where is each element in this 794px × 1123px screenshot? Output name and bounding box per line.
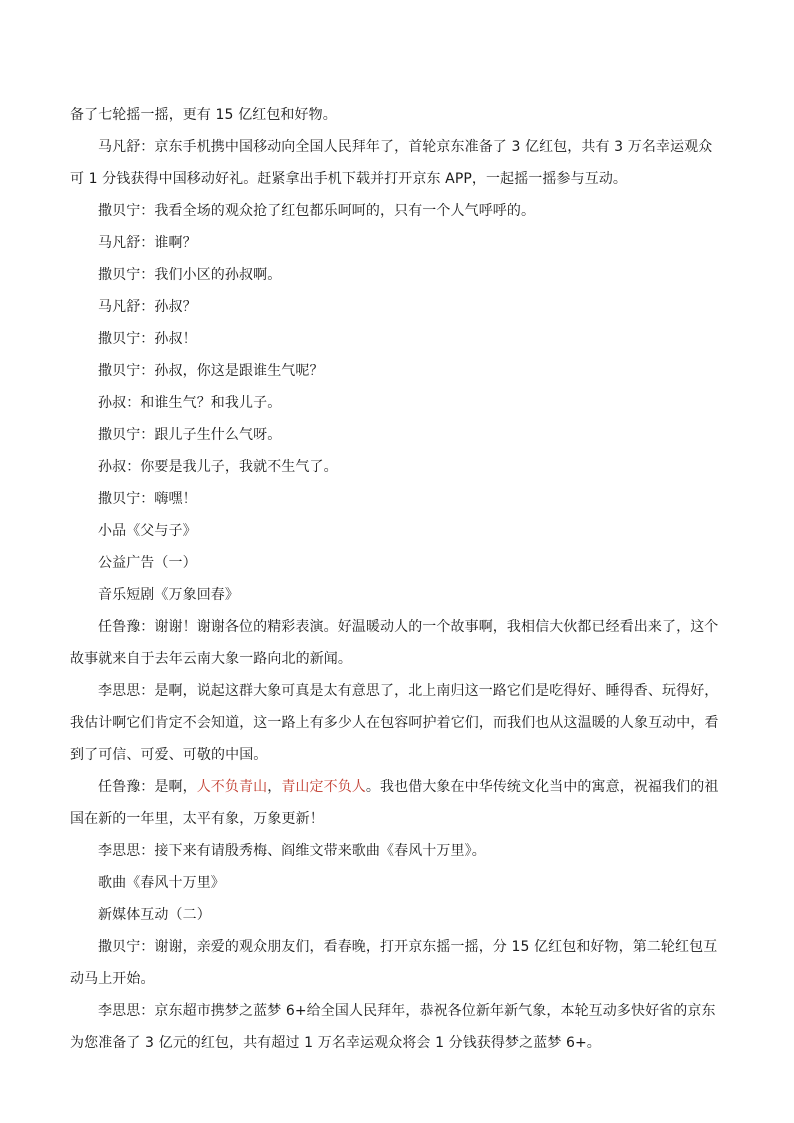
paragraph-text: 撒贝宁：我们小区的孙叔啊。: [98, 267, 282, 283]
paragraph-text: 备了七轮摇一摇，更有 15 亿红包和好物。: [70, 107, 337, 123]
paragraph-5: [70, 291, 722, 323]
paragraph-text: 李思思：京东超市携梦之蓝梦 6+给全国人民拜年，恭祝各位新年新气象，本轮互动多快好省的京东为您准备了 3 亿元的红包，共有超过 1 万名幸运观众将会 1 分钱获得梦之蓝梦 6+。: [70, 1003, 716, 1051]
paragraph-17: [70, 771, 722, 835]
paragraph-0: [70, 99, 722, 131]
paragraph-1: [70, 131, 722, 195]
paragraph-7: [70, 355, 722, 387]
paragraph-8: [70, 387, 722, 419]
paragraph-text: 任鲁豫：是啊，: [98, 779, 197, 795]
paragraph-6: [70, 323, 722, 355]
paragraph-text: 孙叔：和谁生气？和我儿子。: [98, 395, 282, 411]
paragraph-20: [70, 899, 722, 931]
paragraph-text: 公益广告（一）: [98, 555, 197, 571]
paragraph-text: 撒贝宁：我看全场的观众抢了红包都乐呵呵的，只有一个人气呼呼的。: [98, 203, 536, 219]
paragraph-16: [70, 675, 722, 771]
paragraph-text: 歌曲《春风十万里》: [98, 875, 225, 891]
highlighted-text: 青山定不负人: [281, 779, 366, 795]
paragraph-22: [70, 995, 722, 1059]
paragraph-14: [70, 579, 722, 611]
highlighted-text: 人不负青山: [196, 779, 268, 795]
paragraph-text: 李思思：是啊，说起这群大象可真是太有意思了，北上南归这一路它们是吃得好、睡得香、玩得好，我估计啊它们肯定不会知道，这一路上有多少人在包容呵护着它们，而我们也从这温暖的人象互动中，看到了可信、可爱、可敬的中国。: [70, 683, 719, 763]
paragraph-3: [70, 227, 722, 259]
paragraph-text: ，: [267, 779, 282, 795]
paragraph-4: [70, 259, 722, 291]
document-body: [70, 99, 722, 1059]
paragraph-text: 小品《父与子》: [98, 523, 197, 539]
paragraph-text: 。我也借大象在中华传统文化当中的寓意，祝福我们的祖国在新的一年里，太平有象，万象更新！: [70, 779, 719, 827]
paragraph-text: 撒贝宁：嗨嘿！: [98, 491, 197, 507]
paragraph-text: 马凡舒：孙叔？: [98, 299, 197, 315]
paragraph-text: 孙叔：你要是我儿子，我就不生气了。: [98, 459, 338, 475]
paragraph-text: 李思思：接下来有请殷秀梅、阎维文带来歌曲《春风十万里》。: [98, 843, 486, 859]
paragraph-11: [70, 483, 722, 515]
paragraph-text: 马凡舒：谁啊？: [98, 235, 197, 251]
paragraph-text: 撒贝宁：跟儿子生什么气呀。: [98, 427, 282, 443]
paragraph-text: 任鲁豫：谢谢！谢谢各位的精彩表演。好温暖动人的一个故事啊，我相信大伙都已经看出来了，这个故事就来自于去年云南大象一路向北的新闻。: [70, 619, 719, 667]
paragraph-13: [70, 547, 722, 579]
paragraph-text: 撒贝宁：孙叔！: [98, 331, 197, 347]
paragraph-15: [70, 611, 722, 675]
paragraph-text: 新媒体互动（二）: [98, 907, 211, 923]
paragraph-18: [70, 835, 722, 867]
paragraph-12: [70, 515, 722, 547]
paragraph-21: [70, 931, 722, 995]
paragraph-9: [70, 419, 722, 451]
paragraph-text: 马凡舒：京东手机携中国移动向全国人民拜年了，首轮京东准备了 3 亿红包，共有 3 万名幸运观众可 1 分钱获得中国移动好礼。赶紧拿出手机下载并打开京东 APP，一起摇一摇参与互动。: [70, 139, 713, 187]
paragraph-text: 音乐短剧《万象回春》: [98, 587, 239, 603]
paragraph-2: [70, 195, 722, 227]
paragraph-19: [70, 867, 722, 899]
paragraph-text: 撒贝宁：谢谢，亲爱的观众朋友们，看春晚，打开京东摇一摇，分 15 亿红包和好物，第二轮红包互动马上开始。: [70, 939, 718, 987]
paragraph-10: [70, 451, 722, 483]
paragraph-text: 撒贝宁：孙叔，你这是跟谁生气呢？: [98, 363, 324, 379]
